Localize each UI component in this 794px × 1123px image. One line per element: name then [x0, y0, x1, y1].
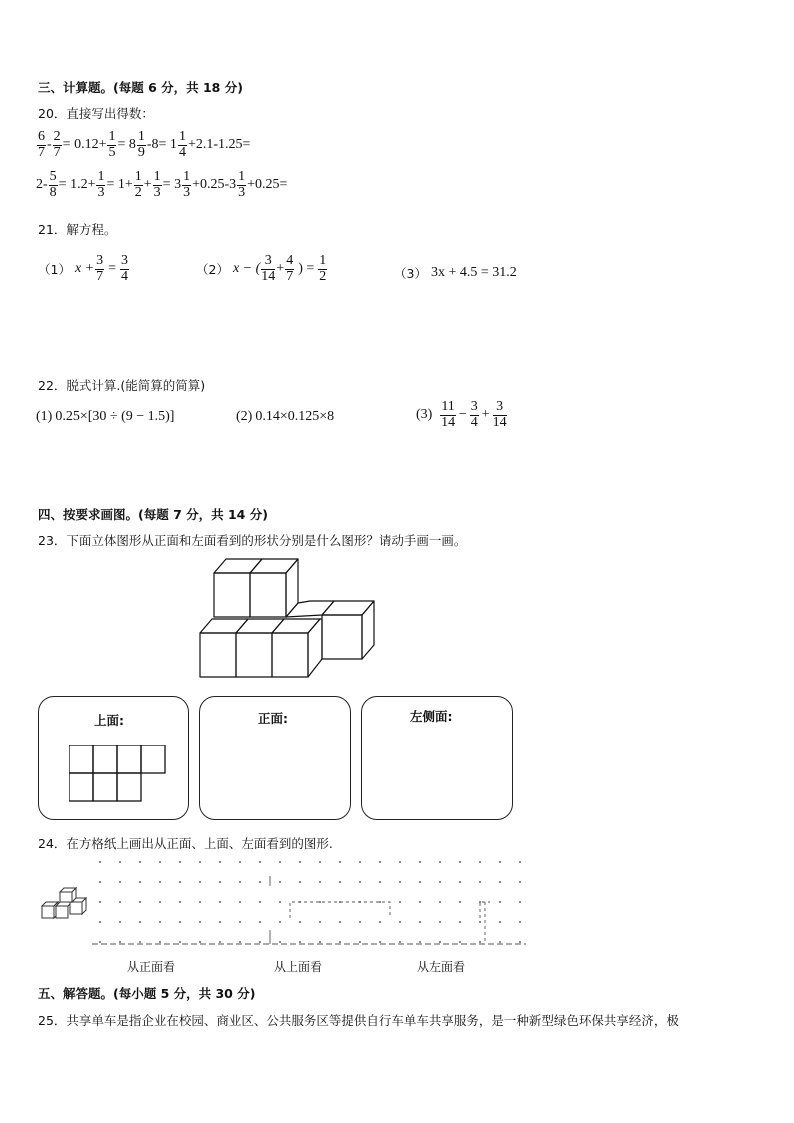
grid-dot — [139, 941, 141, 943]
grid-dot — [419, 861, 421, 863]
grid-dot — [319, 921, 321, 923]
q22-expr2: (2) 0.14×0.125×8 — [236, 409, 335, 424]
fraction: $\frac{1}{3}$ — [153, 169, 161, 200]
fraction: $\frac{1}{4}$ — [178, 129, 186, 160]
grid-dot — [259, 861, 261, 863]
front-view-label: 正面: — [258, 711, 288, 726]
grid-dot — [239, 941, 241, 943]
grid-dot — [419, 921, 421, 923]
grid-dot — [519, 921, 521, 923]
grid-dot — [479, 901, 481, 903]
fraction: $\frac{1}{3}$ — [238, 169, 246, 200]
fraction: $\frac{3}{4}$ — [121, 253, 129, 284]
grid-dot — [399, 881, 401, 883]
grid-dot — [119, 941, 121, 943]
grid-dot — [99, 881, 101, 883]
grid-dot — [359, 881, 361, 883]
q20-row1: $\frac{6}{7}$ - $\frac{2}{7}$ = 0.12+ $\frac{1}{5}$ = 8 $\frac{1}{9}$ -8= 1 $\frac{1}{4}$ +2.1-1.25= — [38, 129, 251, 160]
grid-dot — [219, 901, 221, 903]
grid-dot — [239, 921, 241, 923]
caption-front-view: 从正面看 — [127, 960, 176, 974]
grid-dot — [499, 921, 501, 923]
fraction: $\frac{1}{2}$ — [134, 169, 142, 200]
caption-top-view: 从上面看 — [274, 960, 323, 974]
grid-dot — [519, 941, 521, 943]
q24-title: 24．在方格纸上画出从正面、上面、左面看到的图形. — [38, 836, 333, 851]
grid-dot — [99, 861, 101, 863]
q23-title: 23．下面立体图形从正面和左面看到的形状分别是什么图形？请动手画一画。 — [38, 533, 467, 548]
grid-dot — [319, 881, 321, 883]
grid-dot — [399, 921, 401, 923]
fraction: $\frac{1}{5}$ — [108, 129, 116, 160]
front-view-box[interactable] — [199, 696, 351, 820]
grid-dot — [199, 861, 201, 863]
grid-dot — [219, 921, 221, 923]
grid-dot — [259, 921, 261, 923]
grid-dot — [459, 941, 461, 943]
grid-dot — [199, 901, 201, 903]
fraction: $\frac{2}{7}$ — [53, 129, 61, 160]
fraction: $\frac{5}{8}$ — [49, 169, 57, 200]
section3-heading: 三、计算题。(每题 6 分，共 18 分) — [38, 80, 243, 95]
fraction: $\frac{1}{3}$ — [183, 169, 191, 200]
grid-dot — [179, 861, 181, 863]
small-cube-figure — [40, 882, 92, 922]
grid-dot — [219, 861, 221, 863]
fraction: $\frac{3}{14}$ — [261, 253, 276, 284]
grid-dot — [439, 941, 441, 943]
grid-dot — [359, 941, 361, 943]
grid-dot — [139, 881, 141, 883]
grid-dot — [259, 901, 261, 903]
grid-dot — [139, 921, 141, 923]
grid-dot — [159, 921, 161, 923]
grid-dot — [299, 921, 301, 923]
grid-dot — [239, 881, 241, 883]
grid-dot — [439, 861, 441, 863]
grid-dot — [499, 881, 501, 883]
fraction: $\frac{6}{7}$ — [38, 129, 45, 160]
section5-heading: 五、解答题。(每小题 5 分，共 30 分) — [38, 986, 256, 1001]
grid-dot — [499, 941, 501, 943]
grid-dot — [359, 861, 361, 863]
grid-dot — [179, 941, 181, 943]
grid-dot — [219, 941, 221, 943]
grid-dot — [219, 881, 221, 883]
q25-text: 25．共享单车是指企业在校园、商业区、公共服务区等提供自行车单车共享服务，是一种新型绿色环保共享经济，极 — [38, 1013, 679, 1028]
grid-dot — [339, 921, 341, 923]
grid-dot — [399, 901, 401, 903]
grid-dot — [159, 861, 161, 863]
q21-title: 21．解方程。 — [38, 222, 117, 237]
grid-dot — [139, 861, 141, 863]
q22-title: 22．脱式计算.(能简算的简算) — [38, 378, 206, 393]
grid-dot — [279, 901, 281, 903]
grid-dot — [479, 861, 481, 863]
grid-dot — [279, 941, 281, 943]
grid-dot — [459, 921, 461, 923]
grid-dot — [119, 921, 121, 923]
grid-dot — [459, 861, 461, 863]
grid-dot — [99, 941, 101, 943]
grid-dot — [439, 881, 441, 883]
grid-dot — [99, 901, 101, 903]
caption-left-view: 从左面看 — [417, 960, 466, 974]
grid-dot — [339, 881, 341, 883]
left-view-box[interactable] — [361, 696, 513, 820]
dot-grid-paper[interactable] — [90, 856, 530, 952]
grid-dot — [479, 941, 481, 943]
top-view-label: 上面: — [94, 713, 124, 728]
grid-dot — [419, 881, 421, 883]
section4-heading: 四、按要求画图。(每题 7 分，共 14 分) — [38, 507, 268, 522]
grid-dot — [179, 921, 181, 923]
fraction: $\frac{11}{14}$ — [441, 399, 456, 430]
grid-dot — [339, 861, 341, 863]
fraction: $\frac{3}{4}$ — [470, 399, 478, 430]
grid-dot — [399, 941, 401, 943]
top-view-grid — [69, 745, 169, 803]
grid-dot — [299, 881, 301, 883]
grid-dot — [179, 881, 181, 883]
grid-dot — [199, 881, 201, 883]
fraction: $\frac{1}{3}$ — [97, 169, 105, 200]
q22-expr3: (3) $\frac{11}{14}$ − $\frac{3}{4}$ + $\frac{3}{14}$ — [416, 399, 507, 430]
grid-dot — [519, 901, 521, 903]
top-view-box[interactable] — [38, 696, 189, 820]
fraction: $\frac{3}{7}$ — [96, 253, 104, 284]
fraction: $\frac{3}{14}$ — [492, 399, 507, 430]
grid-dot — [279, 881, 281, 883]
grid-dot — [479, 921, 481, 923]
grid-dot — [279, 861, 281, 863]
grid-dot — [299, 941, 301, 943]
grid-dot — [379, 881, 381, 883]
grid-dot — [379, 941, 381, 943]
grid-dot — [379, 861, 381, 863]
grid-dot — [499, 861, 501, 863]
grid-dot — [259, 881, 261, 883]
cube-stack-figure — [190, 555, 390, 685]
grid-dot — [359, 921, 361, 923]
q20-title: 20．直接写出得数： — [38, 106, 154, 121]
grid-dot — [519, 861, 521, 863]
grid-dot — [399, 861, 401, 863]
grid-dot — [339, 941, 341, 943]
grid-dot — [319, 941, 321, 943]
grid-dot — [259, 941, 261, 943]
grid-dot — [199, 941, 201, 943]
left-view-label: 左侧面: — [410, 709, 453, 724]
grid-dot — [179, 901, 181, 903]
grid-dot — [419, 941, 421, 943]
grid-dot — [139, 901, 141, 903]
grid-dot — [479, 881, 481, 883]
grid-dot — [499, 901, 501, 903]
grid-dot — [419, 901, 421, 903]
grid-dot — [379, 921, 381, 923]
grid-dot — [379, 901, 381, 903]
grid-dot — [199, 921, 201, 923]
fraction: $\frac{1}{2}$ — [319, 253, 327, 284]
grid-dot — [239, 861, 241, 863]
grid-dot — [439, 921, 441, 923]
grid-dot — [299, 861, 301, 863]
grid-dot — [319, 901, 321, 903]
fraction: $\frac{1}{9}$ — [137, 129, 145, 160]
fraction: $\frac{4}{7}$ — [286, 253, 294, 284]
q22-expr1: (1) 0.25×[30 ÷ (9 − 1.5)] — [36, 409, 175, 424]
grid-dot — [99, 921, 101, 923]
q20-row2: 2- $\frac{5}{8}$ = 1.2+ $\frac{1}{3}$ = 1+ $\frac{1}{2}$ + $\frac{1}{3}$ = 3 $\frac{1}{3}$ +0.25-3 $\frac{1}{3}$ +0.25= — [36, 169, 288, 200]
grid-dot — [439, 901, 441, 903]
grid-dot — [279, 921, 281, 923]
grid-dot — [519, 881, 521, 883]
grid-dot — [319, 861, 321, 863]
grid-dot — [459, 881, 461, 883]
grid-dot — [159, 901, 161, 903]
grid-dot — [239, 901, 241, 903]
grid-dot — [119, 901, 121, 903]
grid-dot — [119, 881, 121, 883]
q21-eq1: （1） x + $\frac{3}{7}$ = $\frac{3}{4}$ — [38, 253, 129, 284]
q21-eq2: （2） x − ( $\frac{3}{14}$ + $\frac{4}{7}$ ) = $\frac{1}{2}$ — [196, 253, 327, 284]
grid-dot — [459, 901, 461, 903]
q21-eq3: （3） 3x + 4.5 = 31.2 — [394, 265, 517, 281]
grid-dot — [159, 881, 161, 883]
grid-dot — [159, 941, 161, 943]
grid-dot — [119, 861, 121, 863]
